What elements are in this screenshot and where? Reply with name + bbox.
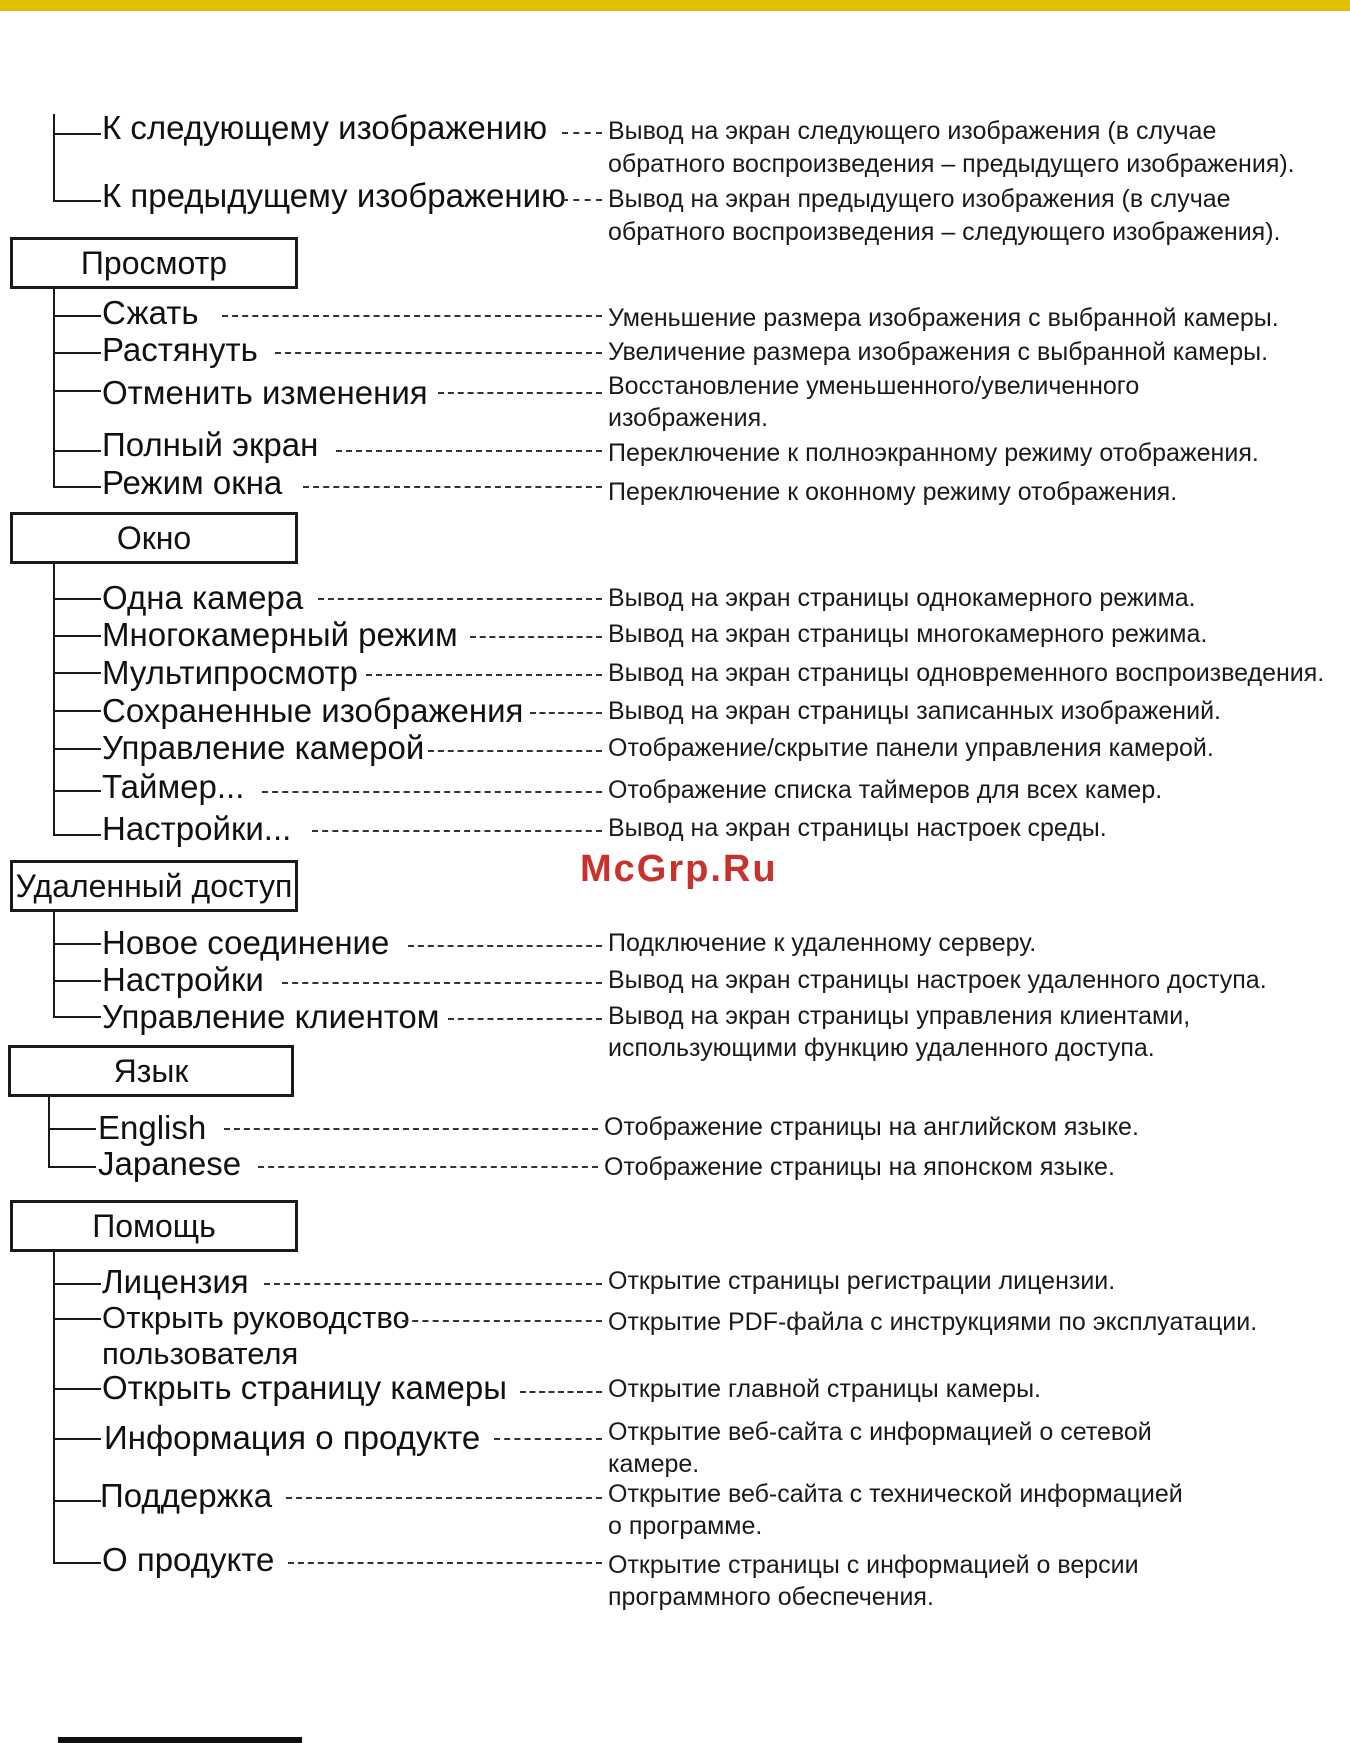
menu-item-description: Вывод на экран страницы одновременного воспроизведения. bbox=[608, 659, 1325, 687]
tree-line bbox=[53, 114, 55, 201]
leader-line bbox=[224, 1128, 598, 1130]
tree-branch bbox=[53, 790, 101, 792]
leader-line bbox=[562, 199, 602, 201]
menu-item-description: изображения. bbox=[608, 404, 769, 432]
menu-item-description: Вывод на экран страницы однокамерного режима. bbox=[608, 584, 1196, 612]
leader-line bbox=[494, 1438, 602, 1440]
menu-item-description: Восстановление уменьшенного/увеличенного bbox=[608, 372, 1140, 400]
menu-item-description: Открытие страницы с информацией о версии bbox=[608, 1551, 1139, 1579]
menu-item-camera-control: Управление камерой bbox=[102, 729, 425, 766]
tree-branch bbox=[53, 390, 101, 392]
leader-line bbox=[262, 791, 602, 793]
menu-item-description: Открытие веб-сайта с информацией о сетевой bbox=[608, 1418, 1152, 1446]
tree-branch bbox=[48, 1128, 96, 1130]
leader-line bbox=[258, 1166, 598, 1168]
menu-item-prev-image: К предыдущему изображению bbox=[102, 177, 566, 214]
top-accent-bar bbox=[0, 0, 1350, 11]
tree-branch bbox=[53, 1016, 101, 1018]
section-header-language: Язык bbox=[8, 1045, 294, 1097]
tree-branch bbox=[53, 710, 101, 712]
tree-line bbox=[53, 289, 55, 487]
footer-bar bbox=[58, 1737, 302, 1743]
tree-branch bbox=[53, 315, 101, 317]
menu-item-description: Вывод на экран страницы многокамерного режима. bbox=[608, 620, 1208, 648]
leader-line bbox=[286, 1497, 602, 1499]
leader-line bbox=[312, 830, 602, 832]
menu-item-description: Отображение страницы на японском языке. bbox=[604, 1153, 1115, 1181]
menu-item-multiview: Мультипросмотр bbox=[102, 654, 358, 691]
menu-item-description: Вывод на экран предыдущего изображения (в случае bbox=[608, 185, 1231, 213]
menu-item-description: Переключение к полноэкранному режиму отображения. bbox=[608, 439, 1259, 467]
menu-item-user-manual-line2: пользователя bbox=[102, 1336, 299, 1371]
menu-item-shrink: Сжать bbox=[102, 294, 199, 331]
menu-item-description: Подключение к удаленному серверу. bbox=[608, 929, 1037, 957]
menu-item-license: Лицензия bbox=[102, 1263, 249, 1300]
leader-line bbox=[402, 1320, 602, 1322]
menu-item-stretch: Растянуть bbox=[102, 331, 258, 368]
tree-branch bbox=[53, 1318, 101, 1320]
menu-item-full-screen: Полный экран bbox=[102, 426, 319, 463]
tree-branch bbox=[53, 450, 101, 452]
menu-item-description: Вывод на экран следующего изображения (в случае bbox=[608, 117, 1217, 145]
leader-line bbox=[222, 315, 602, 317]
tree-branch bbox=[53, 1283, 101, 1285]
menu-item-description: Уменьшение размера изображения с выбранной камеры. bbox=[608, 304, 1279, 332]
menu-item-description: Вывод на экран страницы настроек среды. bbox=[608, 814, 1107, 842]
tree-branch bbox=[53, 486, 101, 488]
tree-branch bbox=[53, 1500, 101, 1502]
tree-branch bbox=[53, 635, 101, 637]
tree-line bbox=[53, 1252, 55, 1564]
leader-line bbox=[520, 1391, 602, 1393]
leader-line bbox=[366, 674, 602, 676]
tree-branch bbox=[53, 133, 101, 135]
menu-item-support: Поддержка bbox=[100, 1477, 273, 1514]
watermark: McGrp.Ru bbox=[580, 848, 778, 890]
tree-line bbox=[53, 564, 55, 836]
tree-branch bbox=[53, 980, 101, 982]
leader-line bbox=[275, 352, 602, 354]
menu-item-description: Отображение страницы на английском языке. bbox=[604, 1113, 1139, 1141]
menu-item-client-management: Управление клиентом bbox=[102, 998, 440, 1035]
tree-branch bbox=[53, 943, 101, 945]
menu-item-description: о программе. bbox=[608, 1512, 763, 1540]
section-header-help: Помощь bbox=[10, 1200, 298, 1252]
tree-branch bbox=[53, 1562, 101, 1564]
tree-branch bbox=[53, 672, 101, 674]
menu-item-description: Отображение списка таймеров для всех камер. bbox=[608, 776, 1163, 804]
menu-item-undo-changes: Отменить изменения bbox=[102, 374, 428, 411]
leader-line bbox=[470, 636, 602, 638]
leader-line bbox=[318, 598, 602, 600]
section-header-window: Окно bbox=[10, 512, 298, 564]
menu-item-user-manual: Открыть руководство bbox=[102, 1300, 410, 1335]
leader-line bbox=[336, 450, 602, 452]
menu-item-description: Открытие веб-сайта с технической информацией bbox=[608, 1480, 1183, 1508]
menu-item-description: камере. bbox=[608, 1450, 700, 1478]
menu-item-japanese: Japanese bbox=[98, 1145, 242, 1182]
tree-branch bbox=[53, 598, 101, 600]
menu-item-window-mode: Режим окна bbox=[102, 464, 283, 501]
leader-line bbox=[264, 1283, 602, 1285]
leader-line bbox=[282, 982, 602, 984]
menu-item-product-info: Информация о продукте bbox=[104, 1419, 481, 1456]
leader-line bbox=[428, 750, 602, 752]
menu-item-new-connection: Новое соединение bbox=[102, 924, 390, 961]
menu-item-open-camera-page: Открыть страницу камеры bbox=[102, 1369, 507, 1406]
tree-branch bbox=[53, 200, 101, 202]
menu-item-description: использующими функцию удаленного доступа. bbox=[608, 1034, 1155, 1062]
tree-line bbox=[48, 1097, 50, 1167]
leader-line bbox=[303, 486, 602, 488]
menu-item-about: О продукте bbox=[102, 1541, 275, 1578]
leader-line bbox=[530, 712, 602, 714]
menu-item-description: обратного воспроизведения – предыдущего изображения). bbox=[608, 150, 1295, 178]
menu-item-english: English bbox=[98, 1109, 207, 1146]
tree-branch bbox=[53, 834, 101, 836]
menu-item-next-image: К следующему изображению bbox=[102, 109, 548, 146]
menu-item-timer: Таймер... bbox=[102, 768, 245, 805]
tree-branch bbox=[48, 1166, 96, 1168]
menu-item-remote-settings: Настройки bbox=[102, 961, 264, 998]
leader-line bbox=[448, 1018, 602, 1020]
leader-line bbox=[288, 1562, 602, 1564]
tree-line bbox=[53, 912, 55, 1017]
menu-item-description: Открытие PDF-файла с инструкциями по эксплуатации. bbox=[608, 1308, 1258, 1336]
menu-item-description: Открытие главной страницы камеры. bbox=[608, 1375, 1041, 1403]
section-header-view: Просмотр bbox=[10, 237, 298, 289]
menu-item-saved-images: Сохраненные изображения bbox=[102, 692, 524, 729]
menu-item-description: Открытие страницы регистрации лицензии. bbox=[608, 1267, 1116, 1295]
menu-item-settings: Настройки... bbox=[102, 810, 292, 847]
leader-line bbox=[408, 945, 602, 947]
tree-branch bbox=[53, 748, 101, 750]
leader-line bbox=[438, 392, 602, 394]
menu-item-description: программного обеспечения. bbox=[608, 1583, 934, 1611]
menu-item-description: Переключение к оконному режиму отображения. bbox=[608, 478, 1178, 506]
tree-branch bbox=[53, 352, 101, 354]
menu-item-description: Отображение/скрытие панели управления камерой. bbox=[608, 734, 1214, 762]
menu-item-single-camera: Одна камера bbox=[102, 579, 304, 616]
menu-item-description: Вывод на экран страницы настроек удаленного доступа. bbox=[608, 966, 1267, 994]
menu-item-description: Увеличение размера изображения с выбранной камеры. bbox=[608, 338, 1269, 366]
tree-branch bbox=[53, 1438, 101, 1440]
tree-branch bbox=[53, 1388, 101, 1390]
menu-item-description: Вывод на экран страницы управления клиентами, bbox=[608, 1002, 1191, 1030]
menu-item-description: обратного воспроизведения – следующего изображения). bbox=[608, 218, 1281, 246]
menu-item-multi-camera: Многокамерный режим bbox=[102, 616, 458, 653]
menu-item-description: Вывод на экран страницы записанных изображений. bbox=[608, 697, 1221, 725]
leader-line bbox=[562, 132, 602, 134]
section-header-remote-access: Удаленный доступ bbox=[10, 860, 298, 912]
